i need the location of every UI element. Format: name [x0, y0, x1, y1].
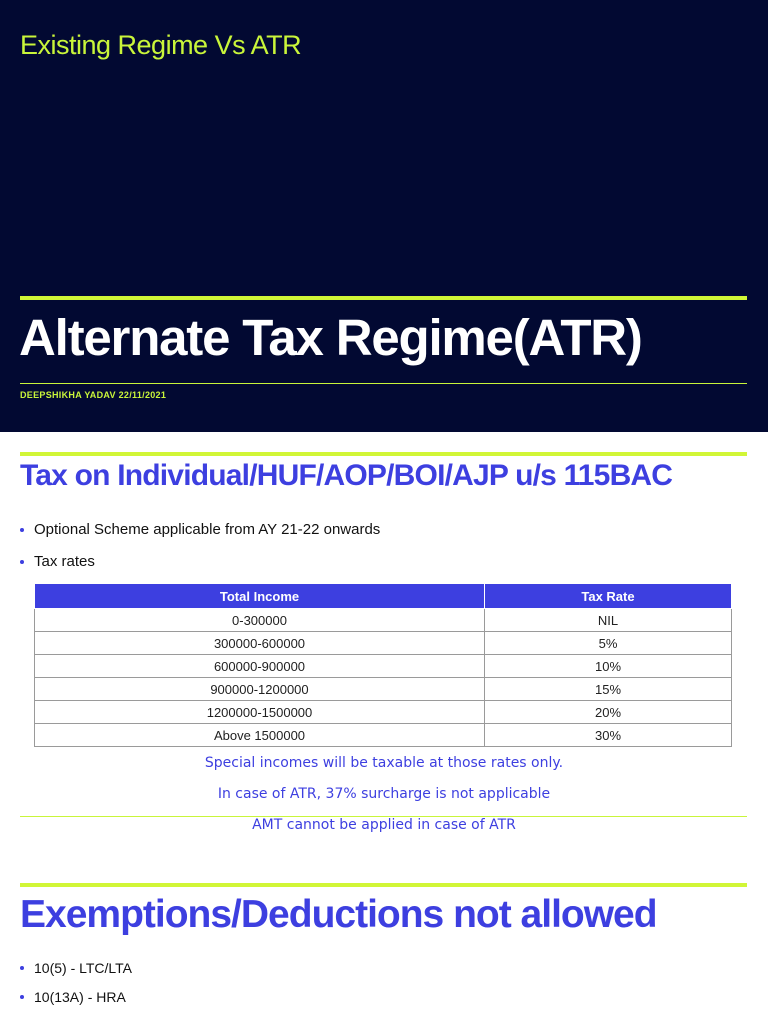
- rate-cell: 20%: [485, 701, 732, 724]
- income-cell: 600000-900000: [35, 655, 485, 678]
- bullet-item: [20, 553, 95, 570]
- income-cell: 1200000-1500000: [35, 701, 485, 724]
- note-special-incomes: Special incomes will be taxable at those rates only.: [204, 755, 564, 771]
- rate-cell: 10%: [485, 655, 732, 678]
- income-cell: 900000-1200000: [35, 678, 485, 701]
- rate-cell: 5%: [485, 632, 732, 655]
- column-header-tax-rate: Tax Rate: [485, 584, 732, 609]
- slide-title: Tax on Individual/HUF/AOP/BOI/AJP u/s 115BAC: [20, 459, 673, 492]
- income-cell: Above 1500000: [35, 724, 485, 747]
- rate-cell: NIL: [485, 609, 732, 632]
- rate-cell: 30%: [485, 724, 732, 747]
- rate-cell: 15%: [485, 678, 732, 701]
- table-header-row: [35, 584, 732, 609]
- bullet-dot-icon: [20, 966, 24, 970]
- accent-rule: [20, 452, 747, 456]
- column-header-total-income: Total Income: [35, 584, 485, 609]
- divider-line: [20, 383, 747, 384]
- bullet-dot-icon: [20, 995, 24, 999]
- accent-rule: [20, 883, 747, 887]
- table-row: [35, 678, 732, 701]
- bullet-item: [20, 960, 132, 976]
- table-row: [35, 724, 732, 747]
- table-row: [35, 632, 732, 655]
- bullet-dot-icon: [20, 560, 24, 564]
- author-date: DEEPSHIKHA YADAV 22/11/2021: [20, 390, 167, 400]
- slide-heading: Existing Regime Vs ATR: [20, 30, 302, 60]
- bullet-dot-icon: [20, 528, 24, 532]
- income-cell: 300000-600000: [35, 632, 485, 655]
- accent-rule: [20, 296, 747, 300]
- bullet-text: 10(5) - LTC/LTA: [34, 960, 133, 976]
- note-amt: AMT cannot be applied in case of ATR: [252, 817, 516, 833]
- bullet-item: [20, 521, 380, 538]
- table-row: [35, 655, 732, 678]
- tax-rates-table: [34, 583, 732, 747]
- presentation-title: Alternate Tax Regime(ATR): [19, 309, 642, 366]
- table-row: [35, 701, 732, 724]
- bullet-text: 10(13A) - HRA: [34, 989, 126, 1005]
- table-row: [35, 609, 732, 632]
- title-slide: [0, 0, 768, 432]
- note-surcharge: In case of ATR, 37% surcharge is not applicable: [217, 786, 551, 802]
- bullet-text: Tax rates: [34, 553, 95, 570]
- income-cell: 0-300000: [35, 609, 485, 632]
- bullet-text: Optional Scheme applicable from AY 21-22 onwards: [34, 521, 381, 538]
- bullet-item: [20, 989, 126, 1005]
- slide-title: Exemptions/Deductions not allowed: [20, 893, 657, 936]
